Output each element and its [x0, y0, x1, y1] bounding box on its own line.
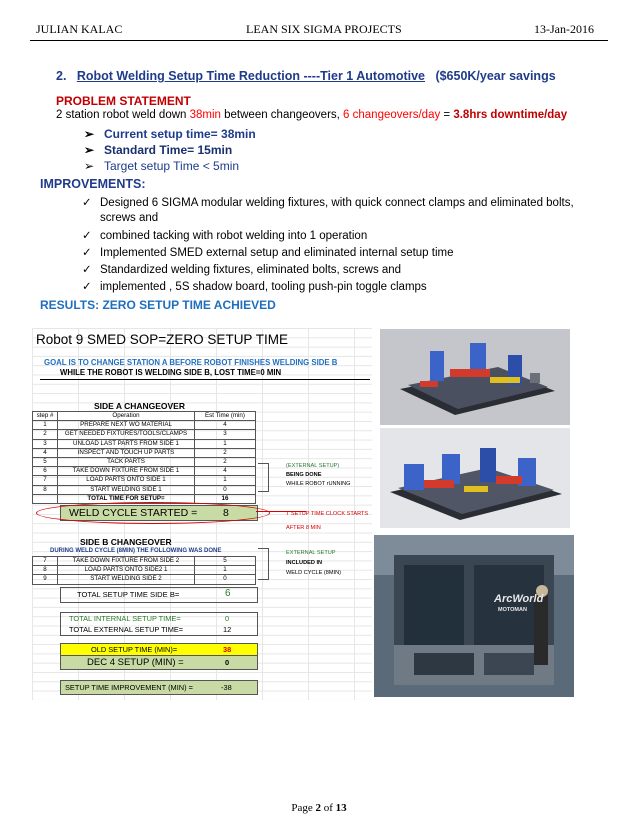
goal-underline — [40, 379, 370, 380]
fixture-render-1 — [380, 329, 570, 425]
cell: 4 — [33, 448, 58, 457]
col-operation-header: Operation — [58, 412, 195, 421]
internal-value: 0 — [225, 614, 230, 623]
bullet-standard — [84, 143, 232, 157]
page-total: 13 — [335, 802, 347, 814]
table-row — [33, 448, 256, 457]
cell: 1 — [195, 439, 256, 448]
project-title — [56, 69, 556, 83]
cell: 8 — [33, 485, 58, 494]
robot-cell-render — [374, 535, 574, 697]
header-date: 13-Jan-2016 — [534, 22, 594, 36]
results-heading: RESULTS: ZERO SETUP TIME ACHIEVED — [40, 298, 276, 312]
dec-value: 0 — [225, 658, 230, 667]
improvement-item — [82, 195, 574, 209]
title-number: 2. — [56, 69, 67, 83]
dec-label: DEC 4 SETUP (MIN) = — [87, 657, 184, 668]
cell: TAKE DOWN FIXTURE FROM SIDE 1 — [58, 467, 195, 476]
cell: START WELDING SIDE 1 — [58, 485, 195, 494]
table-row — [33, 421, 256, 430]
cell: 2 — [195, 448, 256, 457]
cell: UNLOAD LAST PARTS FROM SIDE 1 — [58, 439, 195, 448]
col-time-header: Est Time (min) — [195, 412, 256, 421]
ext-note-b2: INCLUDED IN — [286, 560, 323, 566]
arrow-icon: ➢ — [84, 127, 95, 141]
arrow-icon: ➢ — [84, 143, 95, 157]
cell: 4 — [195, 467, 256, 476]
weld-label: WELD CYCLE STARTED = — [69, 507, 198, 519]
cell: LOAD PARTS ONTO SIDE2 1 — [58, 566, 195, 575]
page-number: 2 — [315, 802, 321, 814]
table-row — [33, 566, 256, 575]
check-icon: ✓ — [82, 264, 92, 276]
old-value: 38 — [223, 645, 232, 654]
improvement-text: combined tacking with robot welding into 1 operation — [100, 230, 368, 242]
highlight-oval — [36, 502, 270, 524]
page-footer — [0, 802, 638, 814]
bracket — [258, 463, 269, 492]
cell: TACK PARTS — [58, 458, 195, 467]
ext-note-b3: WELD CYCLE (8MIN) — [286, 570, 342, 576]
stmt-part: 38min — [189, 109, 221, 121]
check-icon: ✓ — [82, 247, 92, 259]
total-side-b — [60, 587, 258, 603]
fixture-render-2 — [380, 428, 570, 528]
cell: 9 — [33, 575, 58, 584]
cell: 7 — [33, 557, 58, 566]
bullet-target — [84, 159, 239, 173]
problem-statement — [56, 109, 567, 121]
internal-external-box — [60, 612, 258, 636]
sheet-goal: GOAL IS TO CHANGE STATION A BEFORE ROBOT FINISHES WELDING SIDE B — [44, 358, 338, 367]
sheet-title: Robot 9 SMED SOP=ZERO SETUP TIME — [36, 332, 288, 347]
stmt-part: 6 changeovers/day — [343, 109, 441, 121]
bracket — [258, 548, 269, 580]
cell: 0 — [195, 575, 256, 584]
improvement-cell — [60, 680, 258, 695]
bullet-current — [84, 127, 256, 141]
cell: LOAD PARTS ONTO SIDE 1 — [58, 476, 195, 485]
ext-note-3: WHILE ROBOT rUNNING — [286, 481, 351, 487]
cell — [33, 494, 58, 503]
footer-text: of — [320, 802, 336, 814]
improve-value: -38 — [221, 683, 232, 692]
fixture-photo-2 — [380, 428, 570, 528]
total-value: 16 — [195, 494, 256, 503]
arcworld-logo: ArcWorld — [494, 593, 544, 605]
stmt-part: 3.8hrs downtime/day — [453, 109, 568, 121]
check-icon: ✓ — [82, 230, 92, 242]
cell: GET NEEDED FIXTURES/TOOLS/CLAMPS — [58, 430, 195, 439]
cell: 6 — [33, 467, 58, 476]
cell: 7 — [33, 476, 58, 485]
clock-note-1: T SETUP TIME CLOCK STARTS — [286, 511, 369, 517]
arrow-icon: ➢ — [84, 159, 95, 173]
table-row — [33, 467, 256, 476]
cell: START WELDING SIDE 2 — [58, 575, 195, 584]
table-row — [33, 557, 256, 566]
cell: 1 — [195, 566, 256, 575]
ext-note-2: BEING DONE — [286, 472, 322, 478]
cell: 1 — [195, 476, 256, 485]
cell: 8 — [33, 566, 58, 575]
improvement-item — [82, 262, 401, 276]
stmt-part: between changeovers, — [220, 109, 344, 121]
table-row — [33, 485, 256, 494]
internal-label: TOTAL INTERNAL SETUP TIME= — [69, 614, 181, 623]
stmt-part: = — [440, 109, 454, 121]
total-b-value: 6 — [225, 588, 231, 599]
cell: 5 — [33, 458, 58, 467]
check-icon: ✓ — [82, 197, 92, 209]
footer-text: Page — [291, 802, 316, 814]
motoman-logo: MOTOMAN — [498, 607, 527, 613]
header-rule — [30, 40, 608, 41]
table-row — [33, 430, 256, 439]
improve-label: SETUP TIME IMPROVEMENT (MIN) = — [65, 683, 193, 692]
weld-value: 8 — [223, 507, 229, 519]
problem-heading: PROBLEM STATEMENT — [56, 94, 191, 108]
col-step-header: step # — [33, 412, 58, 421]
fixture-photo-1 — [380, 329, 570, 425]
total-b-label: TOTAL SETUP TIME SIDE B= — [77, 590, 180, 599]
improvement-text: Standardized welding fixtures, eliminated bolts, screws and — [100, 264, 402, 276]
cell: INSPECT AND TOUCH UP PARTS — [58, 448, 195, 457]
table-row — [33, 439, 256, 448]
cell: 3 — [33, 439, 58, 448]
stmt-part: 2 station robot weld down — [56, 109, 190, 121]
bullet-text: Current setup time= 38min — [104, 127, 256, 141]
cell: 2 — [195, 458, 256, 467]
improvement-text: Implemented SMED external setup and eliminated internal setup time — [100, 247, 454, 259]
external-value: 12 — [223, 625, 232, 634]
cell: 5 — [195, 557, 256, 566]
side-a-table — [32, 411, 256, 504]
table-row — [33, 458, 256, 467]
clock-note-2: AFTER 8 MIN — [286, 525, 321, 531]
external-label: TOTAL EXTERNAL SETUP TIME= — [69, 625, 184, 634]
sheet-goal-sub: WHILE THE ROBOT IS WELDING SIDE B, LOST TIME=0 MIN — [60, 368, 282, 377]
title-text: Robot Welding Setup Time Reduction ----Tier 1 Automotive — [76, 69, 426, 83]
improvement-text: screws and — [100, 212, 159, 224]
robot-cell-photo — [374, 535, 574, 697]
side-b-table — [32, 556, 256, 585]
table-row — [33, 575, 256, 584]
cell: 4 — [195, 421, 256, 430]
cell: 0 — [195, 485, 256, 494]
old-label: OLD SETUP TIME (MIN)= — [91, 645, 178, 654]
total-label: TOTAL TIME FOR SETUP= — [58, 494, 195, 503]
improvement-item — [82, 228, 367, 242]
dec-setup-cell — [60, 655, 258, 670]
improvement-item — [82, 245, 454, 259]
table-row — [33, 476, 256, 485]
cell: 1 — [33, 421, 58, 430]
bullet-text: Target setup Time < 5min — [104, 159, 240, 173]
side-a-heading: SIDE A CHANGEOVER — [94, 401, 185, 411]
header-project: LEAN SIX SIGMA PROJECTS — [246, 22, 402, 36]
side-b-heading: SIDE B CHANGEOVER — [80, 537, 172, 547]
improvement-text: implemented , 5S shadow board, tooling push-pin toggle clamps — [100, 281, 427, 293]
ext-note-1: (EXTERNAL SETUP) — [286, 463, 340, 469]
bullet-text: Standard Time= 15min — [104, 143, 233, 157]
cell: 2 — [33, 430, 58, 439]
cell: PREPARE NEXT WO MATERIAL — [58, 421, 195, 430]
improvement-text: Designed 6 SIGMA modular welding fixtures, with quick connect clamps and eliminated bolts, — [100, 197, 574, 209]
cell: TAKE DOWN FIXTURE FROM SIDE 2 — [58, 557, 195, 566]
title-savings: ($650K/year savings — [435, 69, 556, 83]
improvement-item-cont — [100, 212, 158, 224]
ext-note-b1: EXTERNAL SETUP — [286, 550, 336, 556]
cell: 3 — [195, 430, 256, 439]
improvement-item — [82, 279, 427, 293]
improvements-heading: IMPROVEMENTS: — [40, 177, 146, 191]
during-note: DURING WELD CYCLE (8MIN) THE FOLLOWING WAS DONE — [50, 548, 222, 554]
check-icon: ✓ — [82, 281, 92, 293]
header-author: JULIAN KALAC — [36, 22, 123, 36]
